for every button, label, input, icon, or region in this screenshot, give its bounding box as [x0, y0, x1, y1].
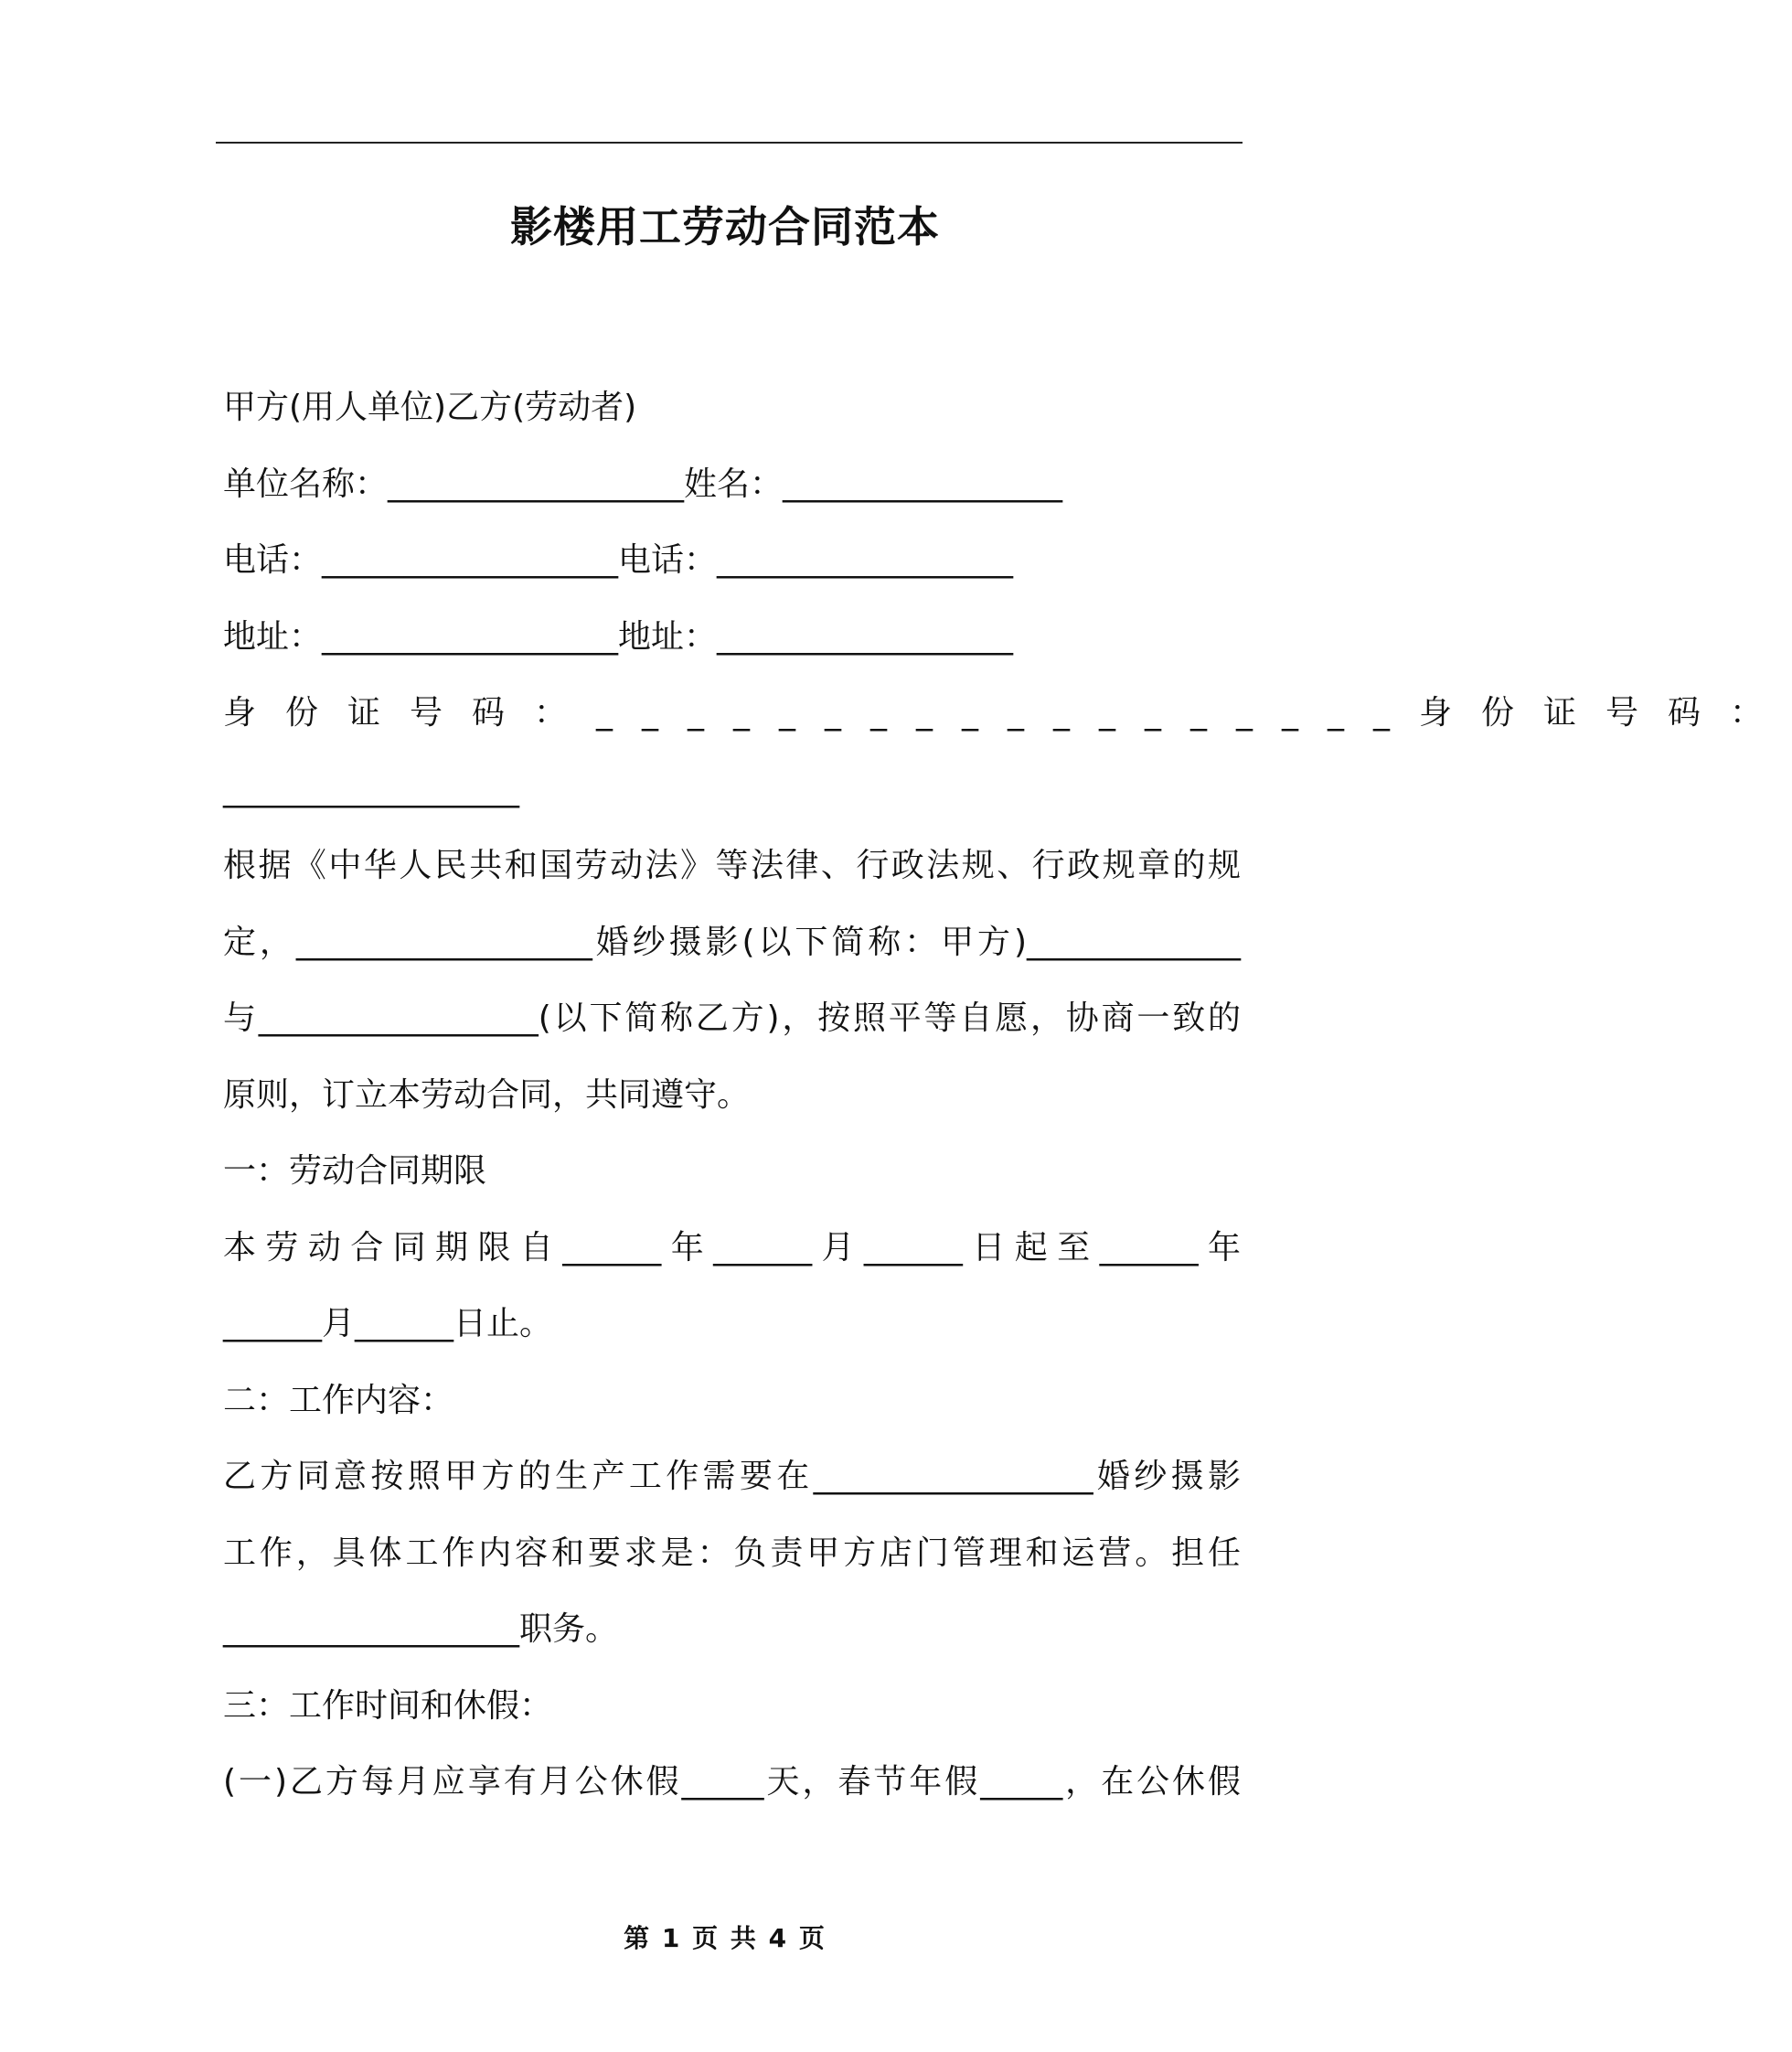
- paragraph-line: 乙方同意按照甲方的生产工作需要在_________________婚纱摄影: [223, 1458, 1241, 1495]
- document-body: [223, 369, 1792, 1821]
- header-rule: [216, 142, 1243, 144]
- page-number-footer: 第 1 页 共 4 页: [624, 1923, 827, 1953]
- address-line: 地址：__________________地址：__________________: [223, 617, 1014, 656]
- phone-line: 电话：__________________电话：__________________: [223, 541, 1014, 579]
- paragraph-line: 原则，订立本劳动合同，共同遵守。: [223, 1075, 751, 1114]
- paragraph-line: 工作，具体工作内容和要求是：负责甲方店门管理和运营。担任: [223, 1534, 1241, 1572]
- company-name-line: 单位名称：__________________姓名：_________________: [223, 465, 1063, 503]
- paragraph-line: __________________职务。: [223, 1610, 619, 1648]
- paragraph-line: 根据《中华人民共和国劳动法》等法律、行政法规、行政规章的规: [223, 847, 1241, 884]
- paragraph-line: 本劳动合同期限自______年______月______日起至______年: [223, 1228, 1241, 1266]
- document-title: 影楼用工劳动合同范本: [510, 202, 940, 251]
- id-number-line: 身份证号码：__________________身份证号码：: [223, 694, 1792, 732]
- section-heading-2: 二：工作内容：: [223, 1381, 454, 1419]
- paragraph-line: 与_________________(以下简称乙方)，按照平等自愿，协商一致的: [223, 999, 1241, 1037]
- paragraph-line: (一)乙方每月应享有月公休假_____天，春节年假_____，在公休假: [223, 1763, 1241, 1801]
- section-heading-1: 一：劳动合同期限: [223, 1152, 487, 1190]
- id-number-blank-line: __________________: [223, 770, 519, 808]
- section-heading-3: 三：工作时间和休假：: [223, 1686, 553, 1725]
- paragraph-line: 定，__________________婚纱摄影(以下简称：甲方)_____________: [223, 923, 1241, 961]
- paragraph-line: ______月______日止。: [223, 1305, 553, 1342]
- parties-heading: 甲方(用人单位)乙方(劳动者): [223, 389, 637, 426]
